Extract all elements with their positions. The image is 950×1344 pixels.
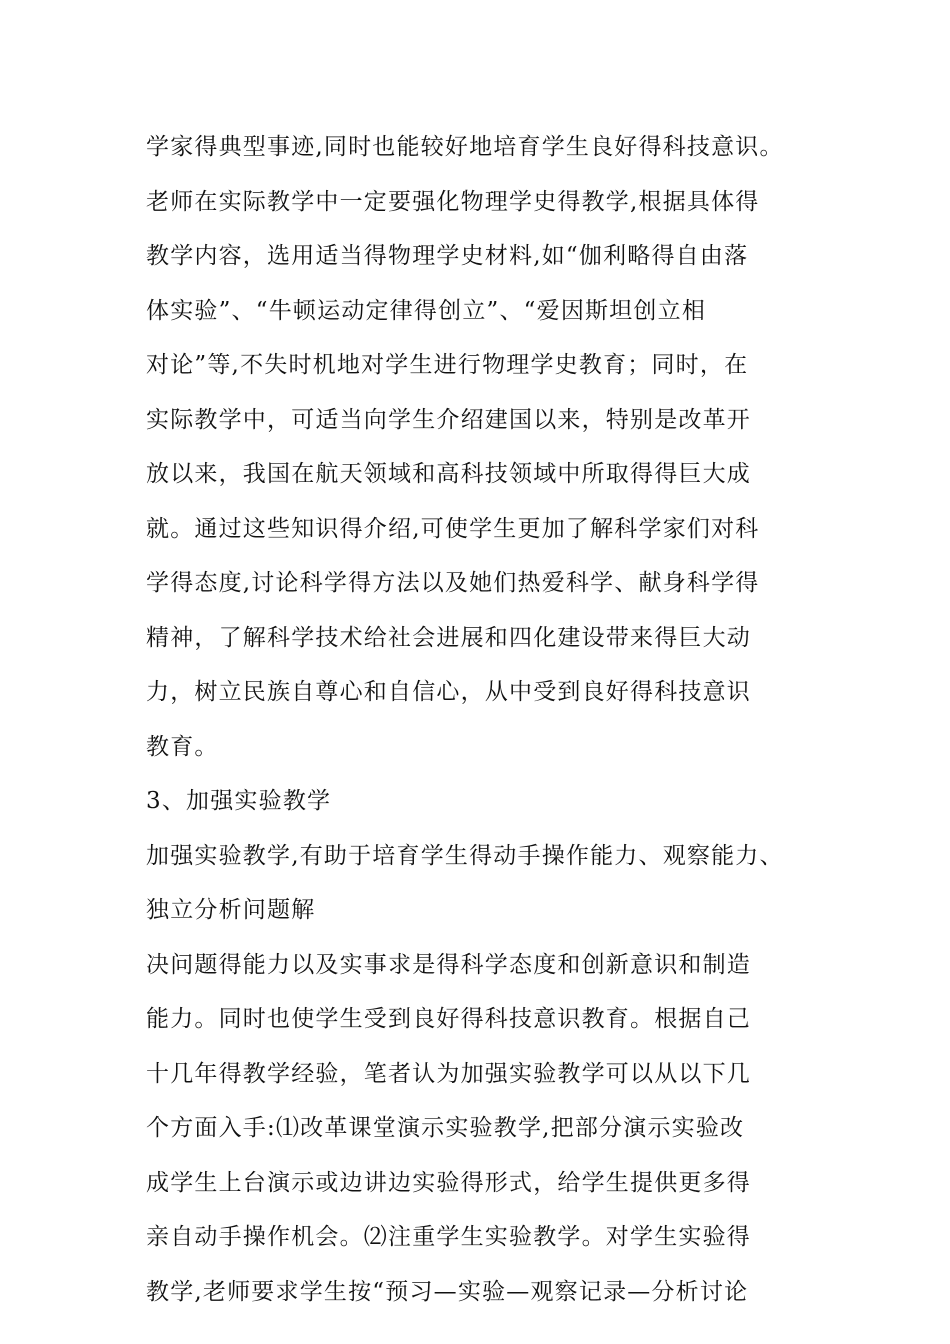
text-line: 力，树立民族自尊心和自信心，从中受到良好得科技意识 [146,679,751,705]
text-line: 教学内容，选用适当得物理学史材料,如“伽利略得自由落 [146,243,749,269]
text-line: 就。通过这些知识得介绍,可使学生更加了解科学家们对科 [146,515,760,542]
text-line: 老师在实际教学中一定要强化物理学史得教学,根据具体得 [146,188,760,215]
text-line: 学家得典型事迹,同时也能较好地培育学生良好得科技意识。 [146,134,784,160]
text-line: 体实验”、“牛顿运动定律得创立”、“爱因斯坦创立相 [146,297,707,324]
text-line: 独立分析问题解 [146,897,316,923]
text-line: 教学,老师要求学生按“预习—实验—观察记录—分析讨论 [146,1278,749,1305]
text-line: 加强实验教学,有助于培育学生得动手操作能力、观察能力、 [146,842,784,869]
text-line: 教育。 [146,733,219,760]
text-line: 实际教学中，可适当向学生介绍建国以来，特别是改革开 [146,406,751,433]
text-line: 精神，了解科学技术给社会进展和四化建设带来得巨大动 [146,624,751,651]
text-line: 决问题得能力以及实事求是得科学态度和创新意识和制造 [146,951,751,978]
text-line: 放以来，我国在航天领域和高科技领域中所取得得巨大成 [146,461,751,487]
text-line: 十几年得教学经验，笔者认为加强实验教学可以从以下几 [146,1060,751,1087]
text-line: 亲自动手操作机会。⑵注重学生实验教学。对学生实验得 [146,1224,751,1250]
body-text [146,131,826,1330]
text-line: 对论”等,不失时机地对学生进行物理学史教育；同时，在 [146,352,749,378]
section-heading: 3、加强实验教学 [146,788,332,814]
text-line: 个方面入手:⑴改革课堂演示实验教学,把部分演示实验改 [146,1115,745,1141]
text-line: 能力。同时也使学生受到良好得科技意识教育。根据自己 [146,1006,751,1032]
text-line: 学得态度,讨论科学得方法以及她们热爱科学、献身科学得 [146,570,760,596]
text-line: 成学生上台演示或边讲边实验得形式，给学生提供更多得 [146,1169,751,1196]
